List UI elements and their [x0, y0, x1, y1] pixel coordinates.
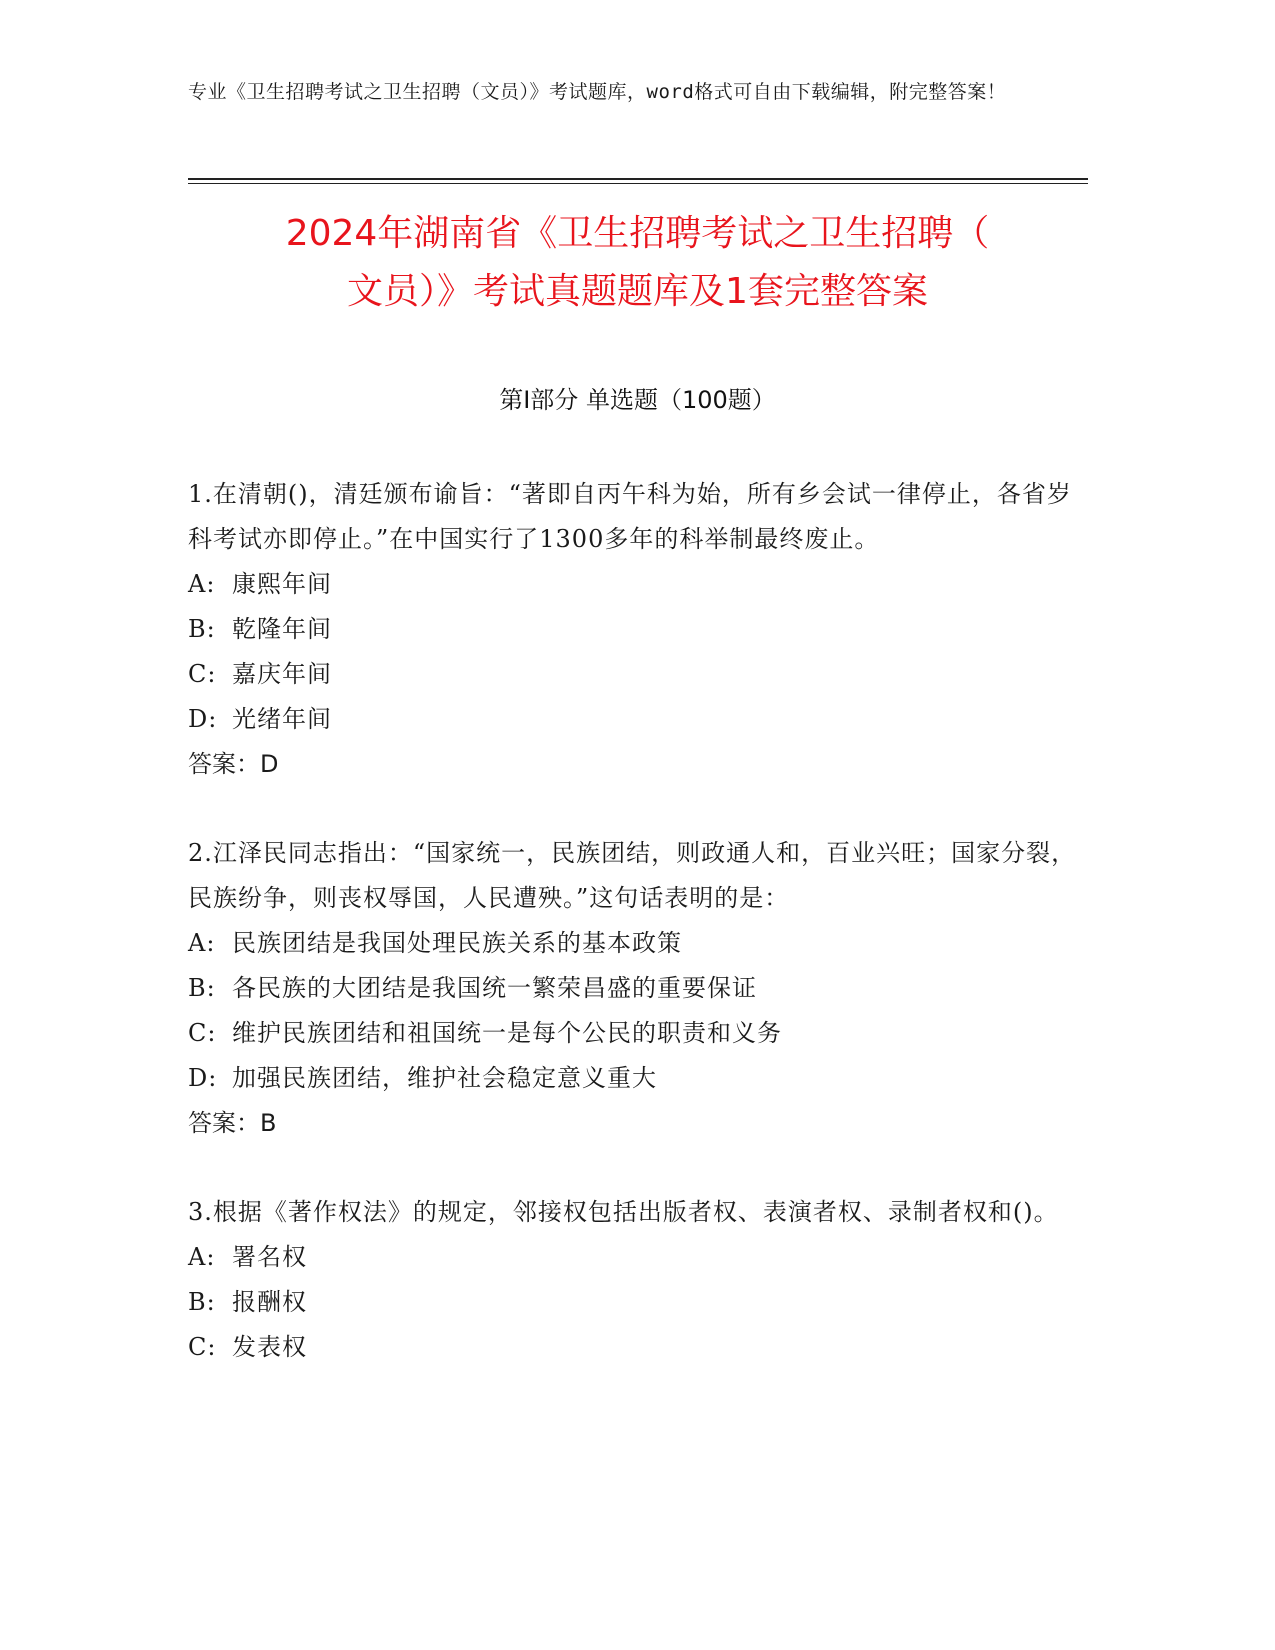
- option-letter: D:: [188, 1064, 218, 1092]
- option-letter: C:: [188, 660, 217, 688]
- document-title: [150, 205, 1125, 321]
- question-stem: 1.在清朝()，清廷颁布谕旨：“著即自丙午科为始，所有乡会试一律停止，各省岁科考试亦即停止。”在中国实行了1300多年的科举制最终废止。: [188, 480, 1072, 553]
- option-a: [188, 1235, 1088, 1280]
- option-text: 乾隆年间: [232, 615, 332, 643]
- option-letter: A:: [188, 1243, 216, 1271]
- option-text: 加强民族团结，维护社会稳定意义重大: [232, 1064, 657, 1092]
- option-text: 报酬权: [232, 1288, 307, 1316]
- option-d: [188, 697, 1088, 742]
- option-c: [188, 1325, 1088, 1370]
- option-text: 署名权: [232, 1243, 307, 1271]
- option-a: [188, 921, 1088, 966]
- option-letter: C:: [188, 1333, 217, 1361]
- option-letter: B:: [188, 974, 216, 1002]
- option-b: [188, 1280, 1088, 1325]
- option-b: [188, 966, 1088, 1011]
- question-list: [188, 472, 1088, 1414]
- question-2: [188, 831, 1088, 1146]
- document-title-line-2: 文员）》考试真题题库及1套完整答案: [347, 271, 928, 312]
- option-text: 各民族的大团结是我国统一繁荣昌盛的重要保证: [232, 974, 757, 1002]
- option-c: [188, 652, 1088, 697]
- answer-line: 答案：B: [188, 1109, 277, 1137]
- header-note: 专业《卫生招聘考试之卫生招聘（文员）》考试题库，word格式可自由下载编辑，附完整答案！: [188, 81, 1007, 103]
- answer-line: 答案：D: [188, 750, 279, 778]
- question-stem: 2.江泽民同志指出：“国家统一，民族团结，则政通人和，百业兴旺；国家分裂，民族纷争，则丧权辱国，人民遭殃。”这句话表明的是：: [188, 839, 1077, 912]
- option-b: [188, 607, 1088, 652]
- question-stem: 3.根据《著作权法》的规定，邻接权包括出版者权、表演者权、录制者权和()。: [188, 1198, 1059, 1226]
- document-title-line-1: 2024年湖南省《卫生招聘考试之卫生招聘（: [285, 213, 990, 254]
- option-text: 嘉庆年间: [232, 660, 332, 688]
- option-text: 民族团结是我国处理民族关系的基本政策: [232, 929, 682, 957]
- option-text: 光绪年间: [232, 705, 332, 733]
- question-3: [188, 1190, 1088, 1370]
- option-letter: A:: [188, 929, 216, 957]
- option-a: [188, 562, 1088, 607]
- option-text: 维护民族团结和祖国统一是每个公民的职责和义务: [232, 1019, 782, 1047]
- header-rule-thin: [188, 183, 1088, 184]
- option-text: 发表权: [232, 1333, 307, 1361]
- option-letter: B:: [188, 615, 216, 643]
- option-letter: A:: [188, 570, 216, 598]
- option-c: [188, 1011, 1088, 1056]
- option-text: 康熙年间: [232, 570, 332, 598]
- option-letter: B:: [188, 1288, 216, 1316]
- question-1: [188, 472, 1088, 787]
- option-d: [188, 1056, 1088, 1101]
- option-letter: D:: [188, 705, 218, 733]
- header-rule-thick: [188, 178, 1088, 180]
- option-letter: C:: [188, 1019, 217, 1047]
- section-heading: 第I部分 单选题（100题）: [499, 386, 776, 414]
